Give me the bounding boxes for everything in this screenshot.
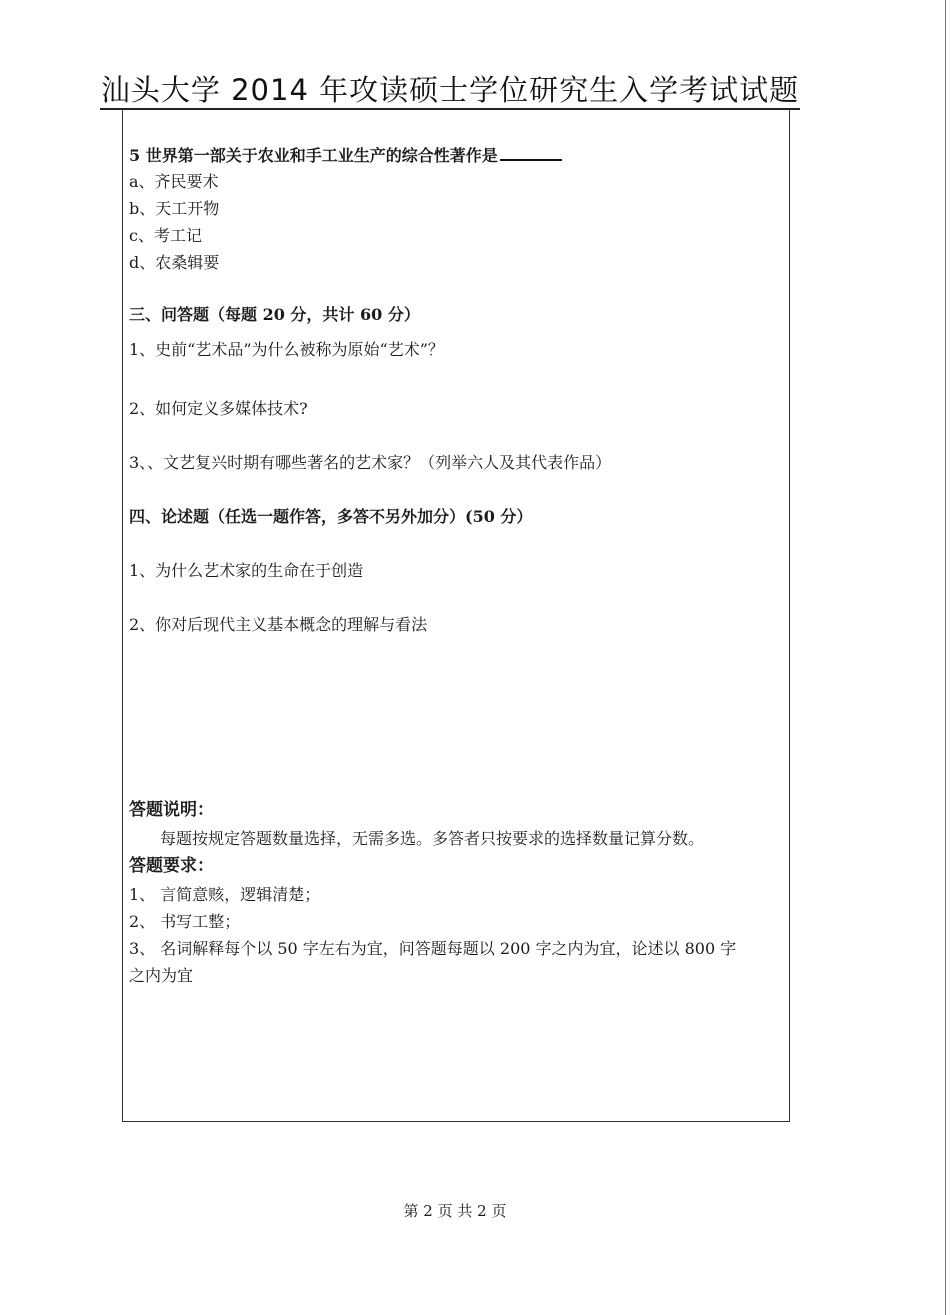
option-a: a、齐民要术 <box>129 172 219 191</box>
section-3-heading: 三、问答题（每题 20 分，共计 60 分） <box>129 305 420 324</box>
section-3-question-3: 3、、文艺复兴时期有哪些著名的艺术家？（列举六人及其代表作品） <box>129 453 612 472</box>
requirement-3-continued: 之内为宜 <box>129 966 194 985</box>
requirement-3: 3、 名词解释每个以 50 字左右为宜，问答题每题以 200 字之内为宜，论述以 800 字 <box>129 939 737 958</box>
section-3-question-2: 2、如何定义多媒体技术? <box>129 399 308 418</box>
question-5-text: 5 世界第一部关于农业和手工业生产的综合性著作是 <box>129 146 498 165</box>
requirement-2: 2、 书写工整； <box>129 912 241 931</box>
option-c: c、考工记 <box>129 226 202 245</box>
page-number: 第 2 页 共 2 页 <box>403 1202 507 1220</box>
section-4-heading: 四、论述题（任选一题作答，多答不另外加分）(50 分） <box>129 507 533 526</box>
option-b: b、天工开物 <box>129 199 220 218</box>
scan-edge-line <box>945 0 946 1315</box>
instructions-text: 每题按规定答题数量选择，无需多选。多答者只按要求的选择数量记算分数。 <box>160 829 705 848</box>
requirements-heading: 答题要求： <box>129 856 214 876</box>
answer-blank <box>500 145 562 161</box>
page-title: 汕头大学 2014 年攻读硕士学位研究生入学考试试题 <box>100 73 800 107</box>
section-4-question-2: 2、你对后现代主义基本概念的理解与看法 <box>129 615 428 634</box>
instructions-heading: 答题说明： <box>129 800 214 820</box>
option-d: d、农桑辑要 <box>129 253 220 272</box>
requirement-1: 1、 言简意赅，逻辑清楚； <box>129 885 321 904</box>
section-4-question-1: 1、为什么艺术家的生命在于创造 <box>129 561 364 580</box>
section-3-question-1: 1、史前“艺术品”为什么被称为原始“艺术”？ <box>129 340 444 359</box>
question-5-stem <box>129 145 562 166</box>
